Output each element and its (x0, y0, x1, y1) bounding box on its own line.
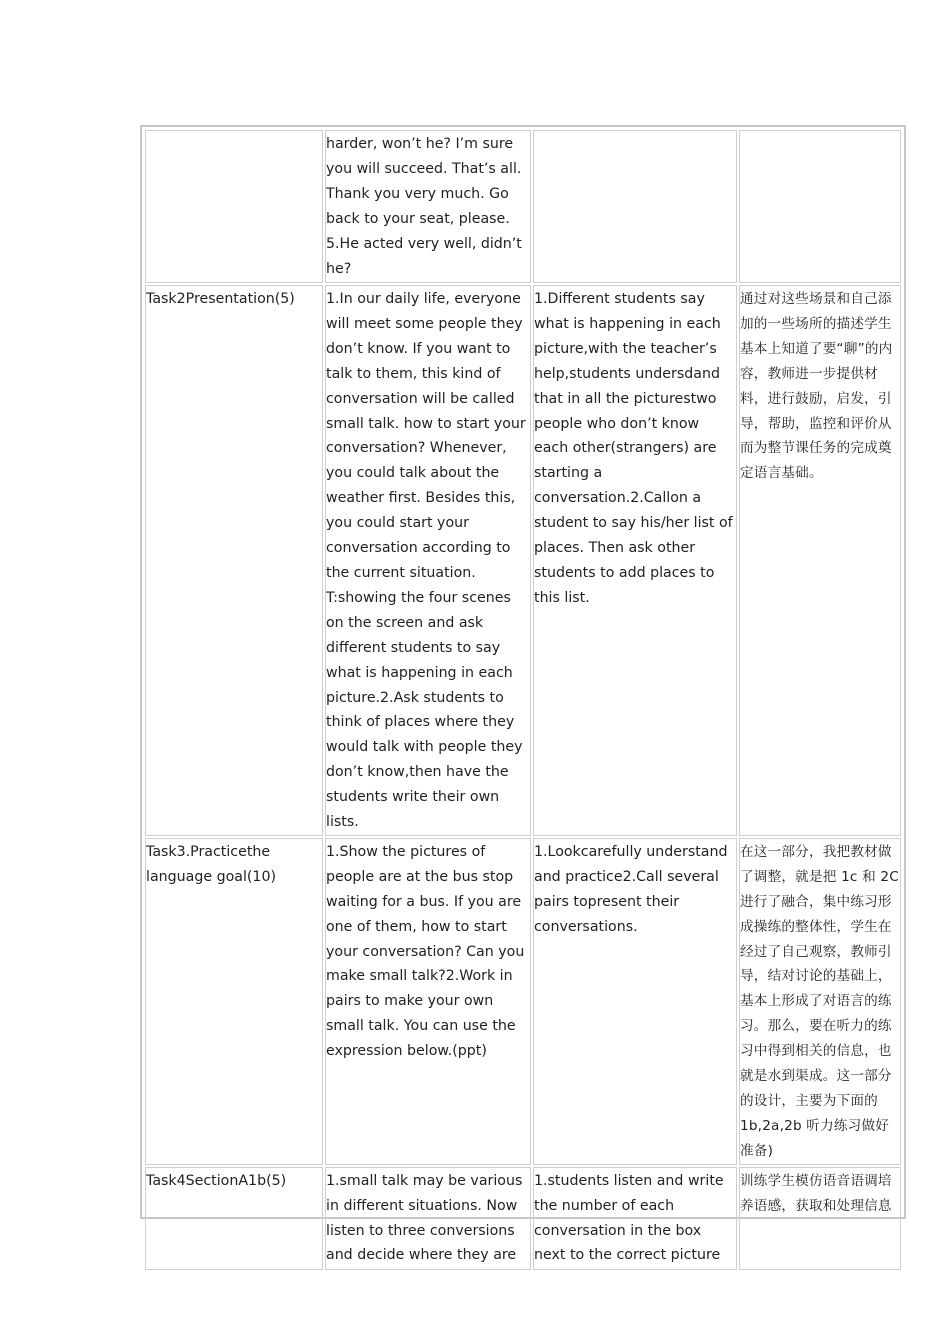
table-row (145, 838, 901, 1165)
purpose-cell: 训练学生模仿语音语调培养语感，获取和处理信息 (739, 1167, 901, 1270)
purpose-cell (739, 130, 901, 283)
lesson-plan-table (143, 128, 903, 1272)
table-row (145, 1167, 901, 1270)
step-cell: Task4SectionA1b(5) (145, 1167, 323, 1270)
table-row (145, 285, 901, 836)
student-activity-cell (533, 130, 737, 283)
teacher-activity-cell: 1.small talk may be various in different situations. Now listen to three conversions and decide where they are (325, 1167, 531, 1270)
student-activity-cell: 1.Different students say what is happening in each picture,with the teacher’s help,students undersdand that in all the picturestwo people who don’t know each other(strangers) are starting a conversation.2.Callon a student to say his/her list of places. Then ask other students to add places to this list. (533, 285, 737, 836)
step-cell: Task2Presentation(5) (145, 285, 323, 836)
student-activity-cell: 1.Lookcarefully understand and practice2.Call several pairs topresent their conversations. (533, 838, 737, 1165)
purpose-cell: 通过对这些场景和自己添加的一些场所的描述学生基本上知道了要“聊”的内容，教师进一步提供材料，进行鼓励，启发，引导，帮助，监控和评价从而为整节课任务的完成奠定语言基础。 (739, 285, 901, 836)
table-row (145, 130, 901, 283)
teacher-activity-cell: 1.Show the pictures of people are at the bus stop waiting for a bus. If you are one of them, how to start your conversation? Can you make small talk?2.Work in pairs to make your own small talk. You can use the expression below.(ppt) (325, 838, 531, 1165)
student-activity-cell: 1.students listen and write the number of each conversation in the box next to the correct picture (533, 1167, 737, 1270)
step-cell: Task3.Practicethe language goal(10) (145, 838, 323, 1165)
teacher-activity-cell: harder, won’t he? I’m sure you will succeed. That’s all. Thank you very much. Go back to your seat, please. 5.He acted very well, didn’t he? (325, 130, 531, 283)
step-cell (145, 130, 323, 283)
purpose-cell: 在这一部分，我把教材做了调整，就是把 1c 和 2C 进行了融合，集中练习形成操练的整体性，学生在经过了自己观察，教师引导，结对讨论的基础上，基本上形成了对语言的练习。那么，要在听力的练习中得到相关的信息，也就是水到渠成。这一部分的设计，主要为下面的 1b,2a,2b 听力练习做好准备) (739, 838, 901, 1165)
teacher-activity-cell: 1.In our daily life, everyone will meet some people they don’t know. If you want to talk to them, this kind of conversation will be called small talk. how to start your conversation? Whenever, you could talk about the weather first. Besides this, you could start your conversation according to the current situation. T:showing the four scenes on the screen and ask different students to say what is happening in each picture.2.Ask students to think of places where they would talk with people they don’t know,then have the students write their own lists. (325, 285, 531, 836)
